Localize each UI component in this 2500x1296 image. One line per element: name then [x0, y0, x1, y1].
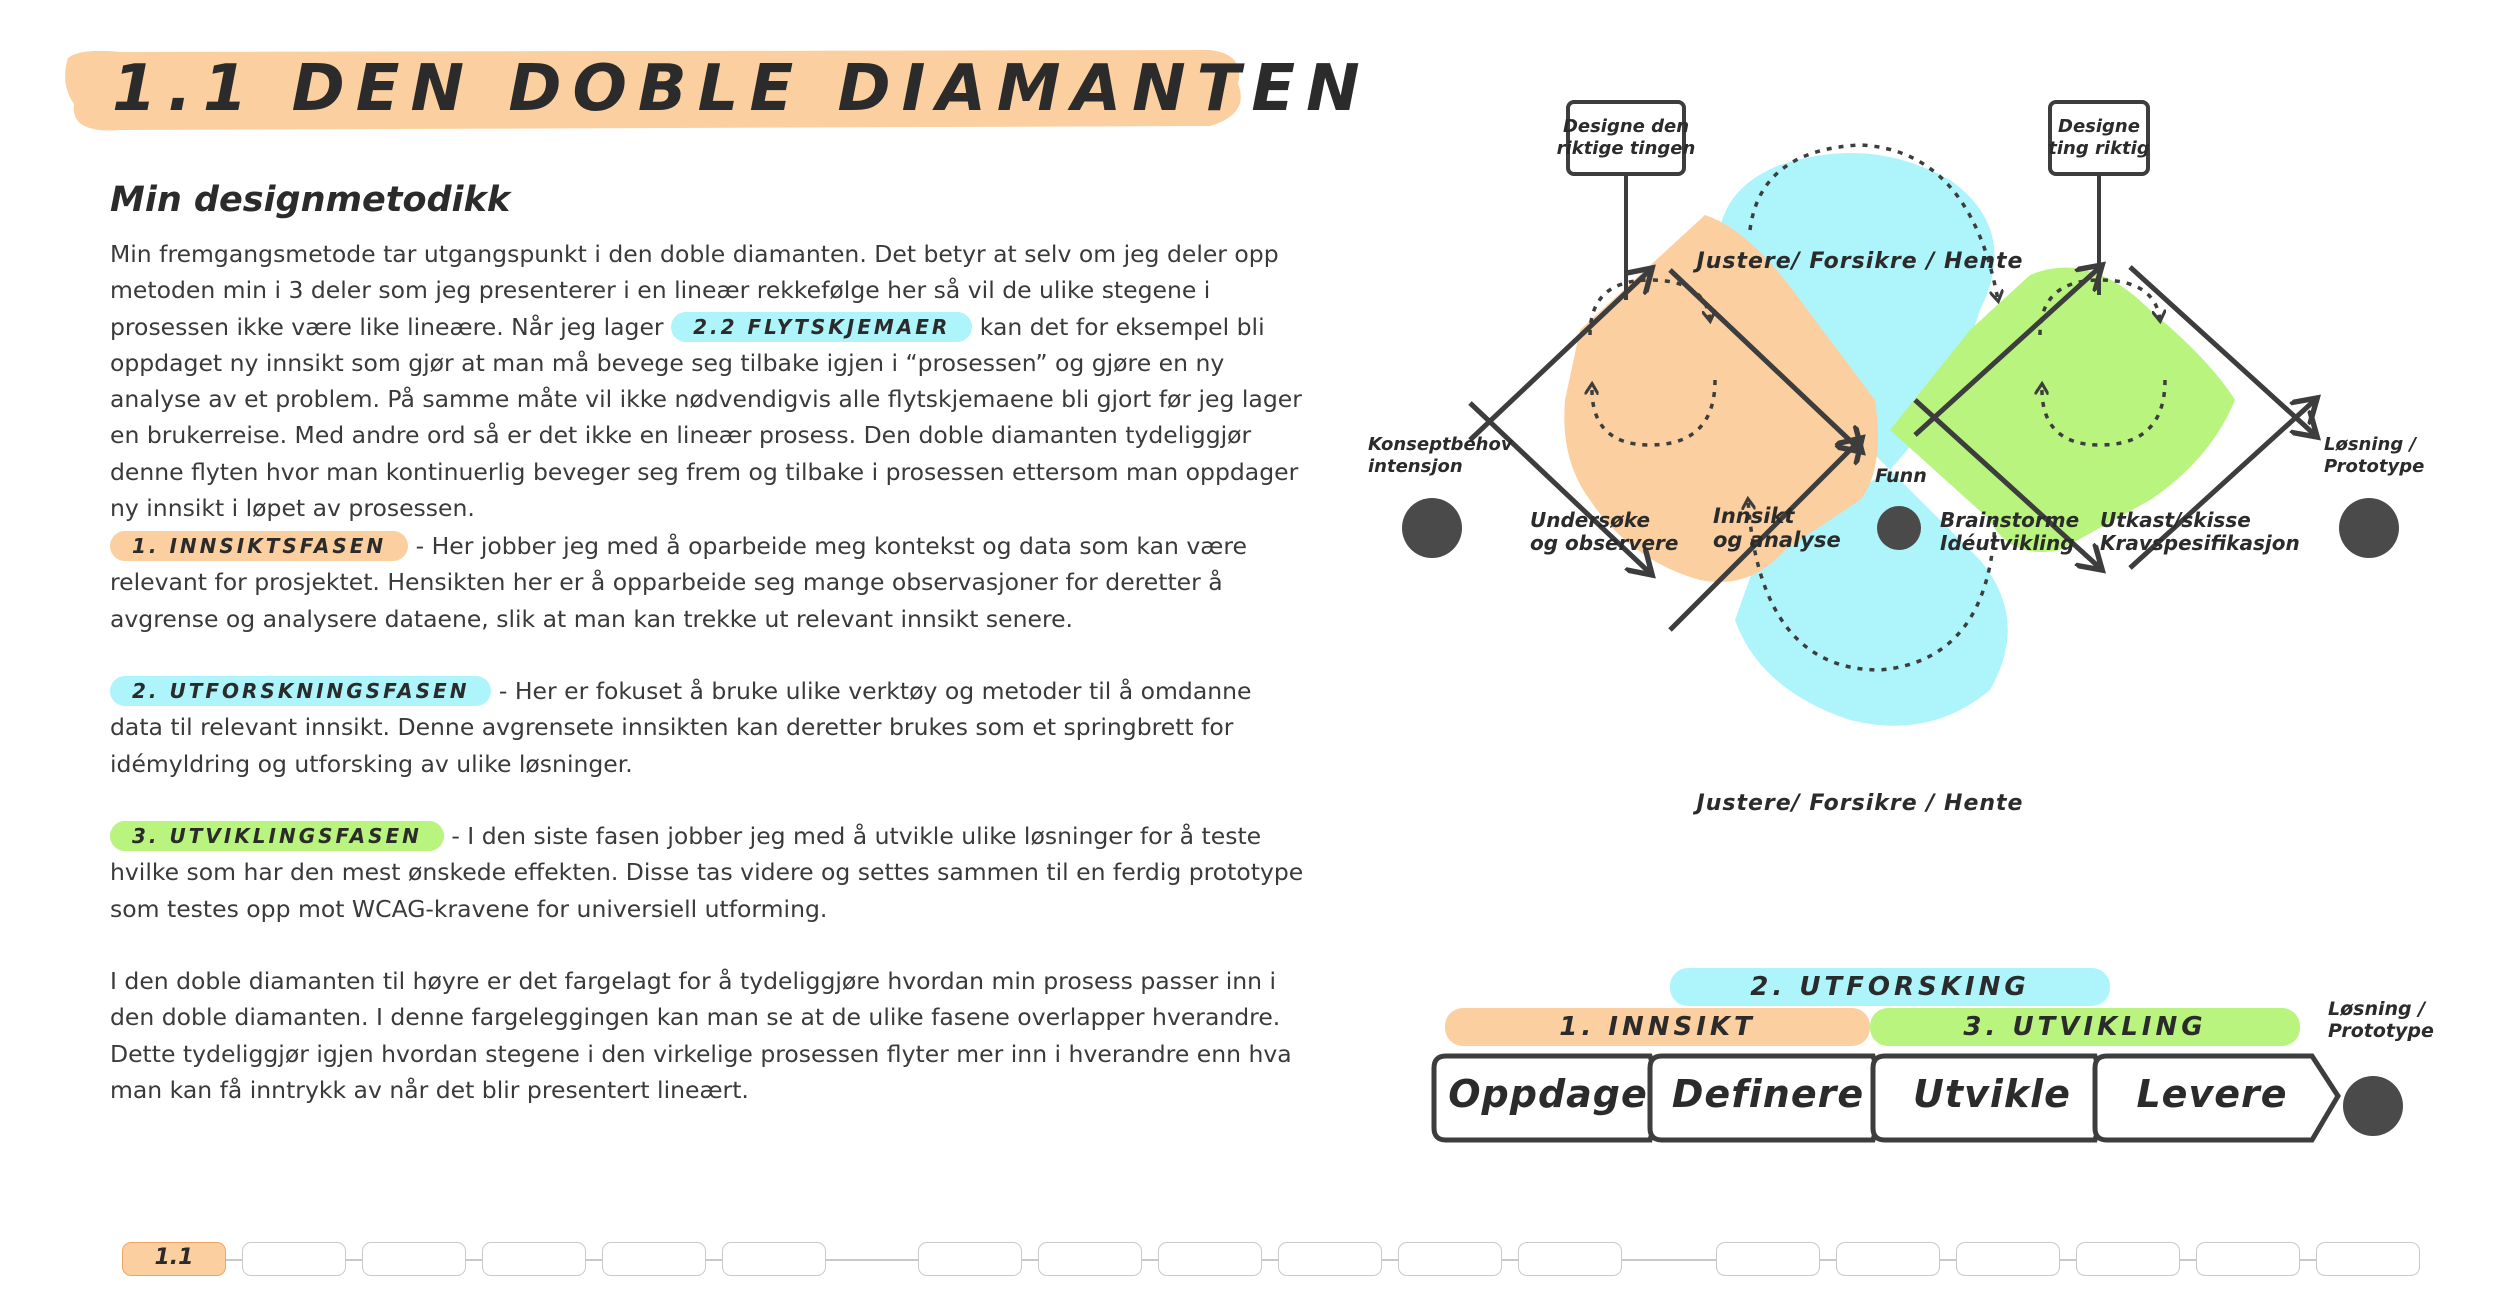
- start-label-line1: intensjon: [1368, 456, 1463, 477]
- d2-left-line1: Brainstorme: [1940, 508, 2080, 532]
- end-node: [2339, 498, 2399, 558]
- page-tab[interactable]: [482, 1242, 586, 1276]
- utviklingsfasen-chip: 3. UTVIKLINGSFASEN: [110, 821, 444, 851]
- page-tab[interactable]: [918, 1242, 1022, 1276]
- page-tab[interactable]: [1518, 1242, 1622, 1276]
- d1-left-line2: og observere: [1530, 531, 1679, 555]
- phase-paragraph-utforskning: [110, 673, 1310, 782]
- timeline-end-line1: Løsning /: [2328, 998, 2426, 1020]
- utforskningsfasen-chip: 2. UTFORSKNINGSFASEN: [110, 676, 491, 706]
- outro-paragraph: I den doble diamanten til høyre er det fargelagt for å tydeliggjøre hvordan min prosess passer inn i den doble diamanten. I denne fargeleggingen kan man se at de ulike fasene overlapper hverandre. Dette tydeliggjør igjen hvordan stegene i den virkelige prosessen flyter mer inn i hverandre enn hva man kan få inntrykk av når det blir presentert lineært.: [110, 967, 1292, 1104]
- d1-left-line1: Undersøke: [1530, 508, 1651, 532]
- page-tab[interactable]: [362, 1242, 466, 1276]
- phase-text-innsikt: - Her jobber jeg med å oparbeide meg kontekst og data som kan være relevant for prosjektet. Hensikten her er å opparbeide seg mange observasjoner for deretter å avgrense og analysere dataene, slik at man kan trekke ut relevant innsikt senere.: [110, 532, 1247, 633]
- page-tab[interactable]: [2196, 1242, 2300, 1276]
- box-left-line2: riktige tingen: [1556, 138, 1696, 159]
- start-node: [1402, 498, 1462, 558]
- mid-label: Funn: [1875, 465, 1927, 487]
- page-tab[interactable]: [1836, 1242, 1940, 1276]
- flytskjemaer-chip[interactable]: 2.2 FLYTSKJEMAER: [671, 312, 972, 342]
- timeline-end-label: [2328, 998, 2434, 1042]
- pagination-line: [140, 1259, 2405, 1261]
- double-diamond-diagram: [1330, 80, 2470, 940]
- page-tab[interactable]: [1038, 1242, 1142, 1276]
- title-banner: [60, 44, 1371, 136]
- section-subtitle: Min designmetodikk: [110, 180, 511, 220]
- page-tab-active[interactable]: 1.1: [122, 1242, 226, 1276]
- phase-text-utforskning: - Her er fokuset å bruke ulike verktøy og metoder til å omdanne data til relevant innsikt. Denne avgrensete innsikten kan deretter brukes som et springbrett for idémyldring og utforsking av ulike løsninger.: [110, 677, 1252, 778]
- page-tab[interactable]: [1158, 1242, 1262, 1276]
- timeline-end-line2: Prototype: [2328, 1020, 2434, 1042]
- page-tab[interactable]: [722, 1242, 826, 1276]
- page-tab[interactable]: [1278, 1242, 1382, 1276]
- page-title: 1.1 DEN DOBLE DIAMANTEN: [112, 52, 1371, 126]
- end-label-line2: Prototype: [2324, 456, 2425, 477]
- d1-right-line2: og analyse: [1713, 528, 1841, 552]
- top-loop-label: Justere/ Forsikre / Hente: [1696, 249, 2024, 274]
- intro-text-after: kan det for eksempel bli oppdaget ny innsikt som gjør at man må bevege seg tilbake igjen i “prosessen” og gjøre en ny analyse av et problem. På samme måte vil ikke nødvendigvis alle flytskjemaene bli gjort før jeg lager en brukerreise. Med andre ord så er det ikke en lineær prosess. Den doble diamanten tydeliggjør denne flyten hvor man kontinuerlig beveger seg frem og tilbake i prosessen ettersom man oppdager ny innsikt i løpet av prosessen.: [110, 312, 1302, 523]
- d2-right-line1: Utkast/skisse: [2100, 508, 2251, 532]
- page-tab[interactable]: [242, 1242, 346, 1276]
- bar-utvikling: 3. UTVIKLING: [1870, 1008, 2300, 1046]
- phase-text-utvikling: - I den siste fasen jobber jeg med å utvikle ulike løsninger for å teste hvilke som har den mest ønskede effekten. Disse tas videre og settes sammen til en ferdig prototype som testes opp mot WCAG-kravene for universiell utforming.: [110, 822, 1304, 923]
- page-tab[interactable]: [2316, 1242, 2420, 1276]
- d2-right-line2: Kravspesifikasjon: [2100, 531, 2300, 555]
- bar-utforsking: 2. UTFORSKING: [1670, 968, 2110, 1006]
- page-tab[interactable]: [1956, 1242, 2060, 1276]
- intro-paragraph: [110, 236, 1310, 526]
- box-left-line1: Designe den: [1562, 116, 1690, 137]
- d2-left-line2: Idéutvikling: [1940, 531, 2075, 555]
- start-label-line1: Konseptbehov: [1368, 434, 1513, 455]
- page-tab[interactable]: [1398, 1242, 1502, 1276]
- page-tab[interactable]: [1716, 1242, 1820, 1276]
- step-utvikle: Utvikle: [1913, 1072, 2071, 1116]
- page-tab[interactable]: [602, 1242, 706, 1276]
- d1-right-line1: Innsikt: [1713, 504, 1795, 528]
- end-label-line1: Løsning /: [2324, 434, 2417, 455]
- innsiktsfasen-chip: 1. INNSIKTSFASEN: [110, 531, 408, 561]
- bottom-loop-label: Justere/ Forsikre / Hente: [1696, 791, 2024, 816]
- mid-node: [1877, 506, 1921, 550]
- box-designe-den-riktige-tingen: [1557, 102, 1696, 174]
- intro-text-before: Min fremgangsmetode tar utgangspunkt i den doble diamanten. Det betyr at selv om jeg deler opp metoden min i 3 deler som jeg presenterer i en lineær rekkefølge her så vil de ulike stegene i prosessen ikke være like lineære. Når jeg lager: [110, 240, 1279, 341]
- phase-paragraph-utvikling: [110, 818, 1310, 927]
- box-right-line2: ting riktig: [2048, 138, 2150, 159]
- phase-paragraph-innsikt: [110, 528, 1310, 637]
- box-designe-ting-riktig: [2048, 102, 2150, 174]
- bar-innsikt: 1. INNSIKT: [1445, 1008, 1870, 1046]
- page-tab[interactable]: [2076, 1242, 2180, 1276]
- step-levere: Levere: [2136, 1072, 2288, 1116]
- step-oppdage: Oppdage: [1448, 1072, 1648, 1116]
- box-right-line1: Designe: [2058, 116, 2140, 137]
- step-definere: Definere: [1671, 1072, 1865, 1116]
